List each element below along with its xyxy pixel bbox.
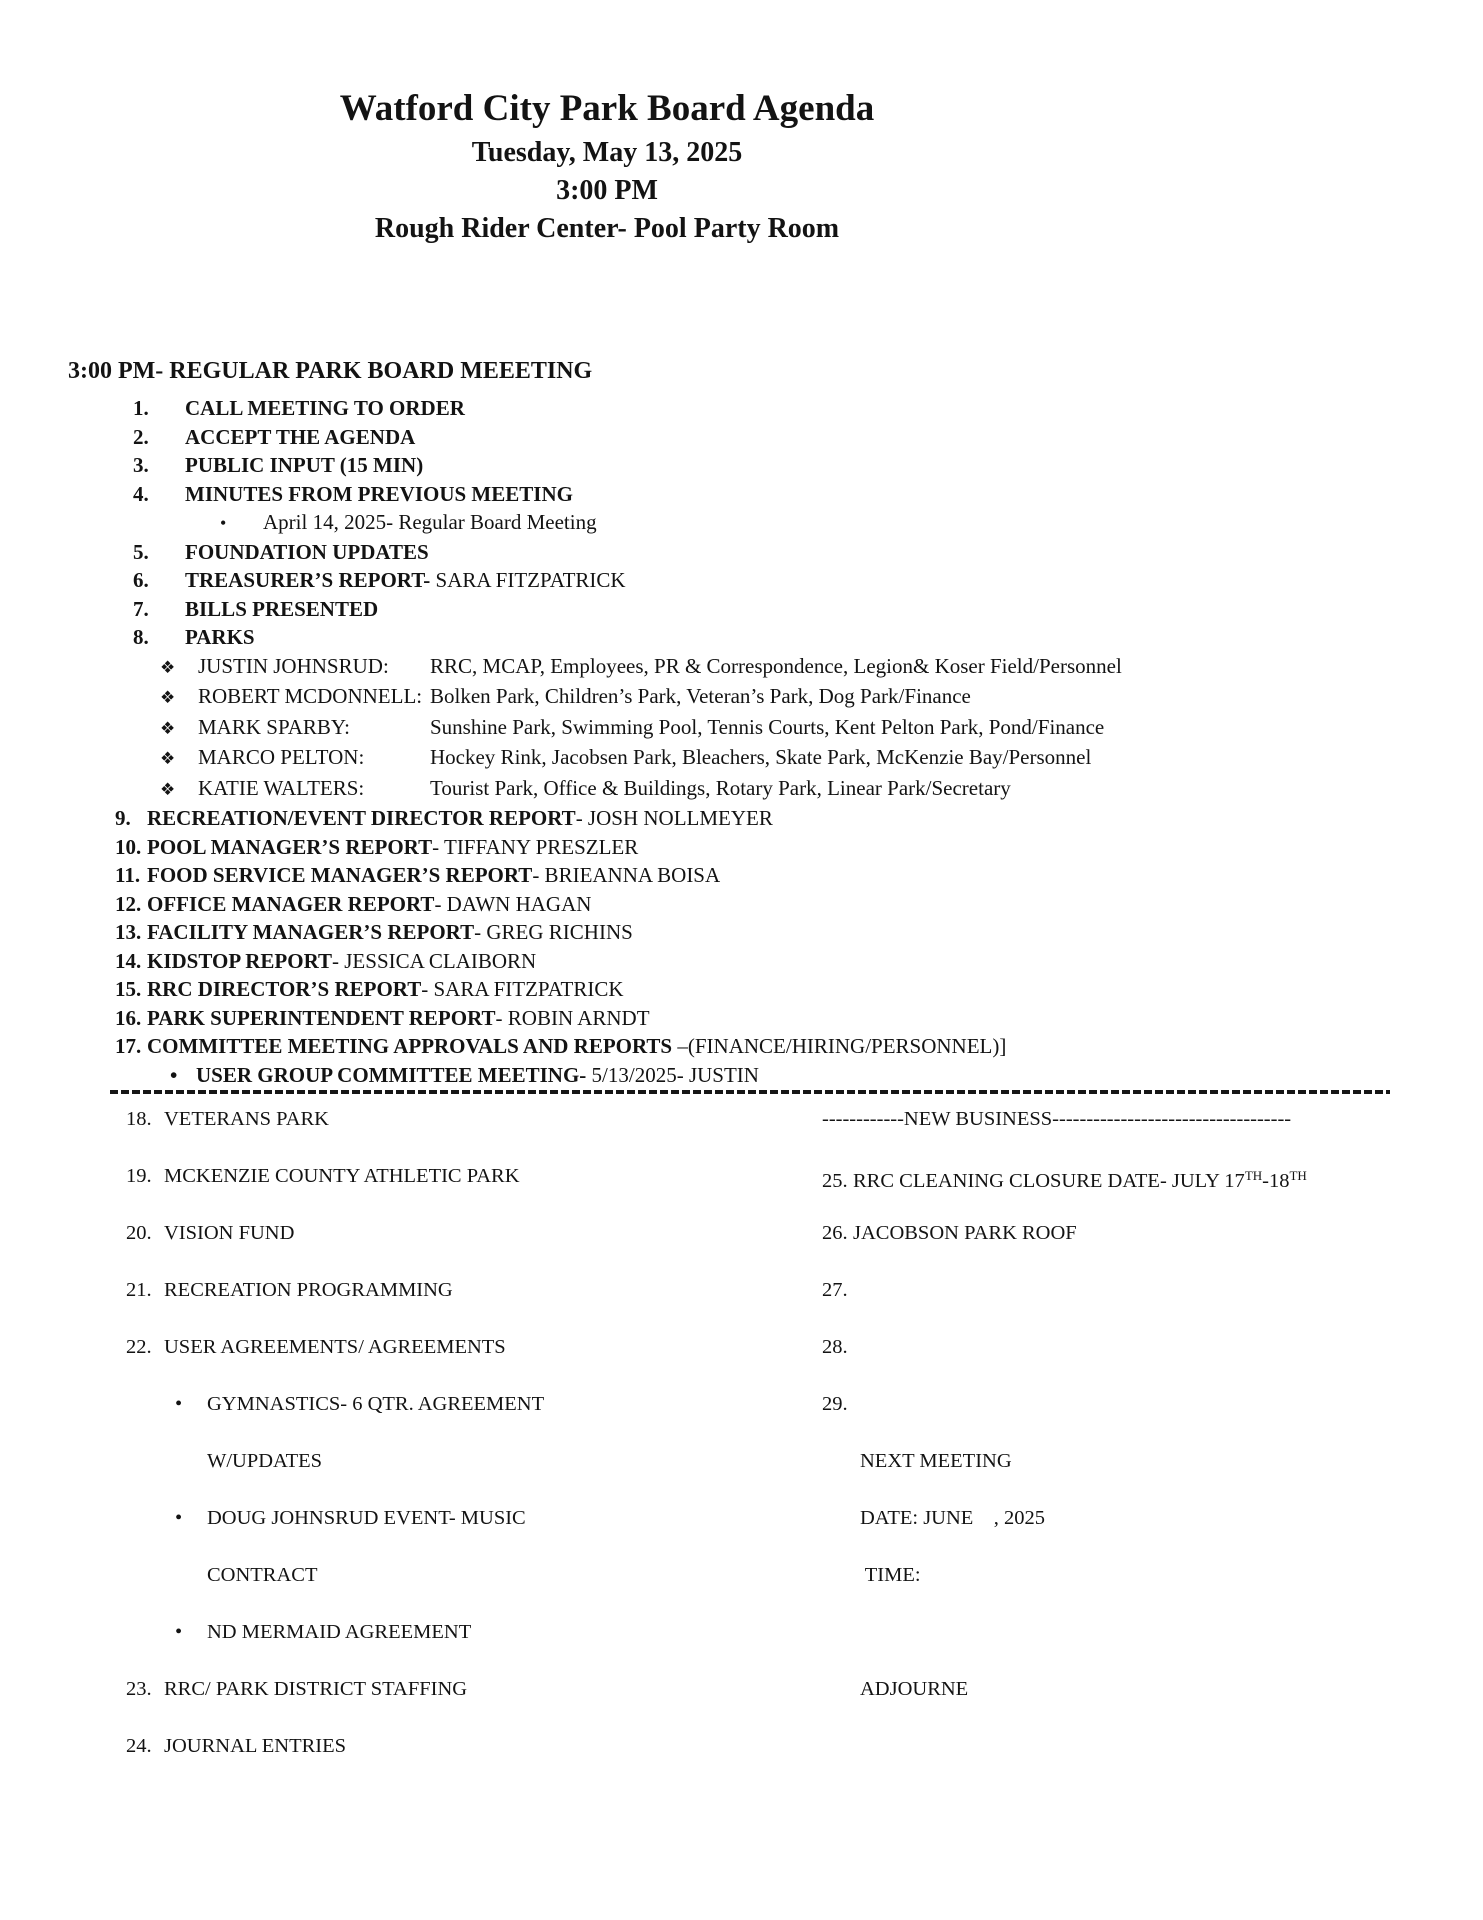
new-business-item bbox=[790, 1220, 1483, 1277]
old-business-item bbox=[0, 1391, 790, 1448]
new-business-item bbox=[790, 1106, 1483, 1163]
item-text bbox=[147, 1034, 1006, 1058]
item-text bbox=[147, 835, 638, 859]
item-text bbox=[185, 453, 423, 477]
item-text bbox=[185, 540, 429, 564]
item-text: CONTRACT bbox=[207, 1564, 318, 1586]
old-business-item bbox=[0, 1448, 790, 1505]
agenda-item bbox=[0, 394, 1483, 423]
item-title: OFFICE MANAGER REPORT bbox=[147, 891, 435, 916]
item-title: MINUTES FROM PREVIOUS MEETING bbox=[185, 481, 573, 506]
item-number: 7. bbox=[133, 596, 149, 621]
member-name: JUSTIN JOHNSRUD: bbox=[198, 653, 389, 678]
sub-bullet-title: USER GROUP COMMITTEE MEETING- bbox=[196, 1062, 587, 1087]
item-detail: –(FINANCE/HIRING/PERSONNEL)] bbox=[677, 1034, 1007, 1058]
agenda-item bbox=[0, 1032, 1483, 1061]
item-title: PUBLIC INPUT (15 MIN) bbox=[185, 453, 424, 477]
superscript-text: TH bbox=[1289, 1168, 1307, 1183]
agenda-item bbox=[0, 918, 1483, 947]
dashed-separator bbox=[110, 1090, 1390, 1094]
item-number: 1. bbox=[133, 396, 149, 420]
document-title: Watford City Park Board Agenda bbox=[339, 88, 875, 129]
agenda-item bbox=[0, 890, 1483, 919]
item-text bbox=[147, 863, 720, 887]
item-detail: - TIFFANY PRESZLER bbox=[432, 834, 639, 859]
agenda-item bbox=[0, 861, 1483, 890]
item-text bbox=[147, 1006, 650, 1030]
item-text: W/UPDATES bbox=[207, 1450, 323, 1472]
member-areas: Bolken Park, Children’s Park, Veteran’s Park, Dog Park/Finance bbox=[430, 684, 971, 708]
item-number: 25. bbox=[822, 1170, 848, 1192]
old-business-item bbox=[0, 1505, 790, 1562]
item-number: 26. bbox=[822, 1222, 848, 1244]
item-number: 8. bbox=[133, 625, 149, 649]
item-text: GYMNASTICS- 6 QTR. AGREEMENT bbox=[207, 1393, 545, 1415]
item-number: 22. bbox=[126, 1336, 152, 1358]
bullet-icon: • bbox=[175, 1393, 183, 1415]
superscript-text: TH bbox=[1244, 1168, 1263, 1183]
member-areas: RRC, MCAP, Employees, PR & Correspondence, Legion& Koser Field/Personnel bbox=[430, 653, 1122, 678]
text-segment: -18 bbox=[1262, 1170, 1290, 1192]
sub-bullet-text bbox=[196, 1063, 759, 1087]
item-text bbox=[185, 482, 573, 506]
old-business-item bbox=[0, 1334, 790, 1391]
diamond-bullet-icon: ❖ bbox=[160, 688, 176, 707]
item-text: DATE: JUNE , 2025 bbox=[860, 1507, 1046, 1529]
item-number: 29. bbox=[822, 1393, 848, 1415]
diamond-bullet-icon: ❖ bbox=[160, 718, 176, 738]
agenda-item bbox=[0, 451, 1483, 480]
sub-bullet-detail: 5/13/2025- JUSTIN bbox=[586, 1062, 759, 1087]
bullet-icon: • bbox=[170, 1062, 178, 1087]
bullet-icon: • bbox=[175, 1621, 183, 1643]
item-text bbox=[185, 625, 255, 649]
item-number: 11. bbox=[115, 863, 141, 887]
member-name: MARCO PELTON: bbox=[198, 745, 365, 769]
new-business-item bbox=[790, 1619, 1483, 1676]
item-text bbox=[147, 892, 591, 916]
item-detail: - GREG RICHINS bbox=[474, 920, 633, 944]
item-number: 6. bbox=[133, 568, 149, 592]
meeting-date: Tuesday, May 13, 2025 bbox=[471, 137, 743, 168]
item-text: ADJOURNE bbox=[860, 1678, 969, 1700]
item-text: RECREATION PROGRAMMING bbox=[164, 1279, 453, 1301]
item-title: TREASURER’S REPORT- bbox=[185, 568, 431, 592]
item-detail: - ROBIN ARNDT bbox=[495, 1005, 650, 1030]
item-text bbox=[185, 425, 415, 449]
old-business-item bbox=[0, 1106, 790, 1163]
agenda-item bbox=[0, 975, 1483, 1004]
item-number: 5. bbox=[133, 539, 149, 564]
item-detail: - BRIEANNA BOISA bbox=[532, 863, 721, 887]
agenda-item bbox=[0, 538, 1483, 567]
section-heading-regular-meeting: 3:00 PM- REGULAR PARK BOARD MEEETING bbox=[68, 358, 593, 384]
board-member-row bbox=[0, 774, 1483, 805]
agenda-item bbox=[0, 595, 1483, 624]
item-number: 9. bbox=[115, 806, 131, 830]
item-number: 23. bbox=[126, 1678, 152, 1700]
diamond-bullet-icon: ❖ bbox=[160, 657, 176, 677]
member-name: KATIE WALTERS: bbox=[198, 775, 365, 800]
item-text: NEXT MEETING bbox=[860, 1450, 1012, 1472]
item-text bbox=[853, 1170, 1307, 1192]
old-business-item bbox=[0, 1676, 790, 1733]
item-title: PARKS bbox=[185, 625, 255, 649]
new-business-item bbox=[790, 1562, 1483, 1619]
item-number: 12. bbox=[115, 891, 142, 916]
text-segment: RRC CLEANING CLOSURE DATE- JULY 17 bbox=[853, 1170, 1245, 1192]
item-number: 4. bbox=[133, 481, 149, 506]
item-detail: - JOSH NOLLMEYER bbox=[575, 806, 773, 830]
item-title: RRC DIRECTOR’S REPORT bbox=[147, 977, 422, 1001]
item-number: 14. bbox=[115, 948, 142, 973]
item-number: 19. bbox=[126, 1165, 152, 1187]
new-business-item bbox=[790, 1448, 1483, 1505]
new-business-item bbox=[790, 1391, 1483, 1448]
item-title: COMMITTEE MEETING APPROVALS AND REPORTS bbox=[147, 1034, 678, 1058]
bullet-icon: • bbox=[220, 513, 227, 533]
document-header bbox=[0, 84, 1214, 248]
item-title: FACILITY MANAGER’S REPORT bbox=[147, 920, 475, 944]
item-title: PARK SUPERINTENDENT REPORT bbox=[147, 1005, 496, 1030]
member-areas: Hockey Rink, Jacobsen Park, Bleachers, Skate Park, McKenzie Bay/Personnel bbox=[430, 745, 1092, 769]
item-detail: - SARA FITZPATRICK bbox=[421, 977, 624, 1001]
item-number: 10. bbox=[115, 834, 142, 859]
item-text bbox=[147, 806, 773, 830]
old-business-item bbox=[0, 1220, 790, 1277]
item-title: ACCEPT THE AGENDA bbox=[185, 424, 416, 449]
old-business-item bbox=[0, 1163, 790, 1220]
sub-bullet-text: April 14, 2025- Regular Board Meeting bbox=[263, 510, 597, 534]
lower-two-column-section bbox=[0, 1106, 1483, 1790]
item-title: RECREATION/EVENT DIRECTOR REPORT bbox=[147, 806, 576, 830]
member-name: ROBERT MCDONNELL: bbox=[198, 684, 423, 708]
agenda-item bbox=[0, 623, 1483, 652]
board-member-row bbox=[0, 713, 1483, 744]
item-title: FOUNDATION UPDATES bbox=[185, 539, 429, 564]
new-business-item bbox=[790, 1163, 1483, 1220]
item-number: 3. bbox=[133, 453, 149, 477]
board-member-row bbox=[0, 682, 1483, 713]
item-text bbox=[185, 597, 378, 621]
item-number: 15. bbox=[115, 977, 142, 1001]
diamond-bullet-icon: ❖ bbox=[160, 779, 176, 799]
new-business-item bbox=[790, 1733, 1483, 1790]
item-number: 21. bbox=[126, 1279, 152, 1301]
item-text: JOURNAL ENTRIES bbox=[164, 1735, 347, 1757]
item-text: ND MERMAID AGREEMENT bbox=[207, 1621, 472, 1643]
agenda-item bbox=[0, 423, 1483, 452]
item-number: 28. bbox=[822, 1336, 848, 1358]
old-business-item bbox=[0, 1619, 790, 1676]
item-number: 20. bbox=[126, 1222, 152, 1244]
item-detail: - DAWN HAGAN bbox=[434, 891, 592, 916]
item-text: JACOBSON PARK ROOF bbox=[853, 1222, 1077, 1244]
item-text bbox=[185, 568, 626, 592]
new-business-item bbox=[790, 1334, 1483, 1391]
item-number: 13. bbox=[115, 920, 142, 944]
old-business-item bbox=[0, 1277, 790, 1334]
member-name: MARK SPARBY: bbox=[198, 714, 350, 739]
item-text: MCKENZIE COUNTY ATHLETIC PARK bbox=[164, 1165, 520, 1187]
new-business-item bbox=[790, 1676, 1483, 1733]
item-text: VETERANS PARK bbox=[164, 1108, 329, 1130]
item-text bbox=[147, 977, 624, 1001]
agenda-sub-bullet bbox=[0, 1061, 1483, 1090]
meeting-location: Rough Rider Center- Pool Party Room bbox=[374, 213, 840, 244]
board-member-row bbox=[0, 743, 1483, 774]
item-text: USER AGREEMENTS/ AGREEMENTS bbox=[164, 1336, 506, 1358]
bullet-icon: • bbox=[175, 1507, 183, 1529]
item-number: 2. bbox=[133, 424, 149, 449]
item-title: POOL MANAGER’S REPORT bbox=[147, 834, 433, 859]
item-number: 17. bbox=[115, 1034, 142, 1058]
item-text bbox=[147, 920, 633, 944]
item-number: 18. bbox=[126, 1108, 152, 1130]
new-business-heading: ------------NEW BUSINESS----------------------------------- bbox=[822, 1108, 1292, 1130]
main-agenda-section bbox=[0, 356, 1483, 1089]
item-text bbox=[185, 396, 465, 420]
member-areas: Tourist Park, Office & Buildings, Rotary Park, Linear Park/Secretary bbox=[430, 775, 1011, 800]
item-number: 27. bbox=[822, 1279, 848, 1301]
new-business-item bbox=[790, 1505, 1483, 1562]
agenda-sub-bullet bbox=[0, 508, 1483, 538]
item-text bbox=[147, 949, 536, 973]
board-member-row bbox=[0, 652, 1483, 683]
agenda-item bbox=[0, 947, 1483, 976]
item-number: 24. bbox=[126, 1735, 152, 1757]
agenda-item bbox=[0, 804, 1483, 833]
old-business-item bbox=[0, 1733, 790, 1790]
agenda-item bbox=[0, 833, 1483, 862]
item-detail: - JESSICA CLAIBORN bbox=[332, 948, 537, 973]
agenda-item bbox=[0, 1004, 1483, 1033]
member-areas: Sunshine Park, Swimming Pool, Tennis Courts, Kent Pelton Park, Pond/Finance bbox=[430, 714, 1105, 739]
item-title: FOOD SERVICE MANAGER’S REPORT bbox=[147, 863, 533, 887]
agenda-item bbox=[0, 480, 1483, 509]
item-text: TIME: bbox=[860, 1564, 921, 1586]
meeting-time: 3:00 PM bbox=[556, 175, 658, 206]
item-title: CALL MEETING TO ORDER bbox=[185, 396, 465, 420]
old-business-item bbox=[0, 1562, 790, 1619]
agenda-item bbox=[0, 566, 1483, 595]
item-title: KIDSTOP REPORT bbox=[147, 948, 333, 973]
new-business-item bbox=[790, 1277, 1483, 1334]
agenda-list bbox=[0, 394, 1483, 1089]
item-text: RRC/ PARK DISTRICT STAFFING bbox=[164, 1678, 468, 1700]
item-title: BILLS PRESENTED bbox=[185, 596, 379, 621]
diamond-bullet-icon: ❖ bbox=[160, 749, 176, 768]
item-text: VISION FUND bbox=[164, 1222, 295, 1244]
item-text: DOUG JOHNSRUD EVENT- MUSIC bbox=[207, 1507, 526, 1529]
item-number: 16. bbox=[115, 1005, 142, 1030]
item-detail: SARA FITZPATRICK bbox=[430, 568, 626, 592]
